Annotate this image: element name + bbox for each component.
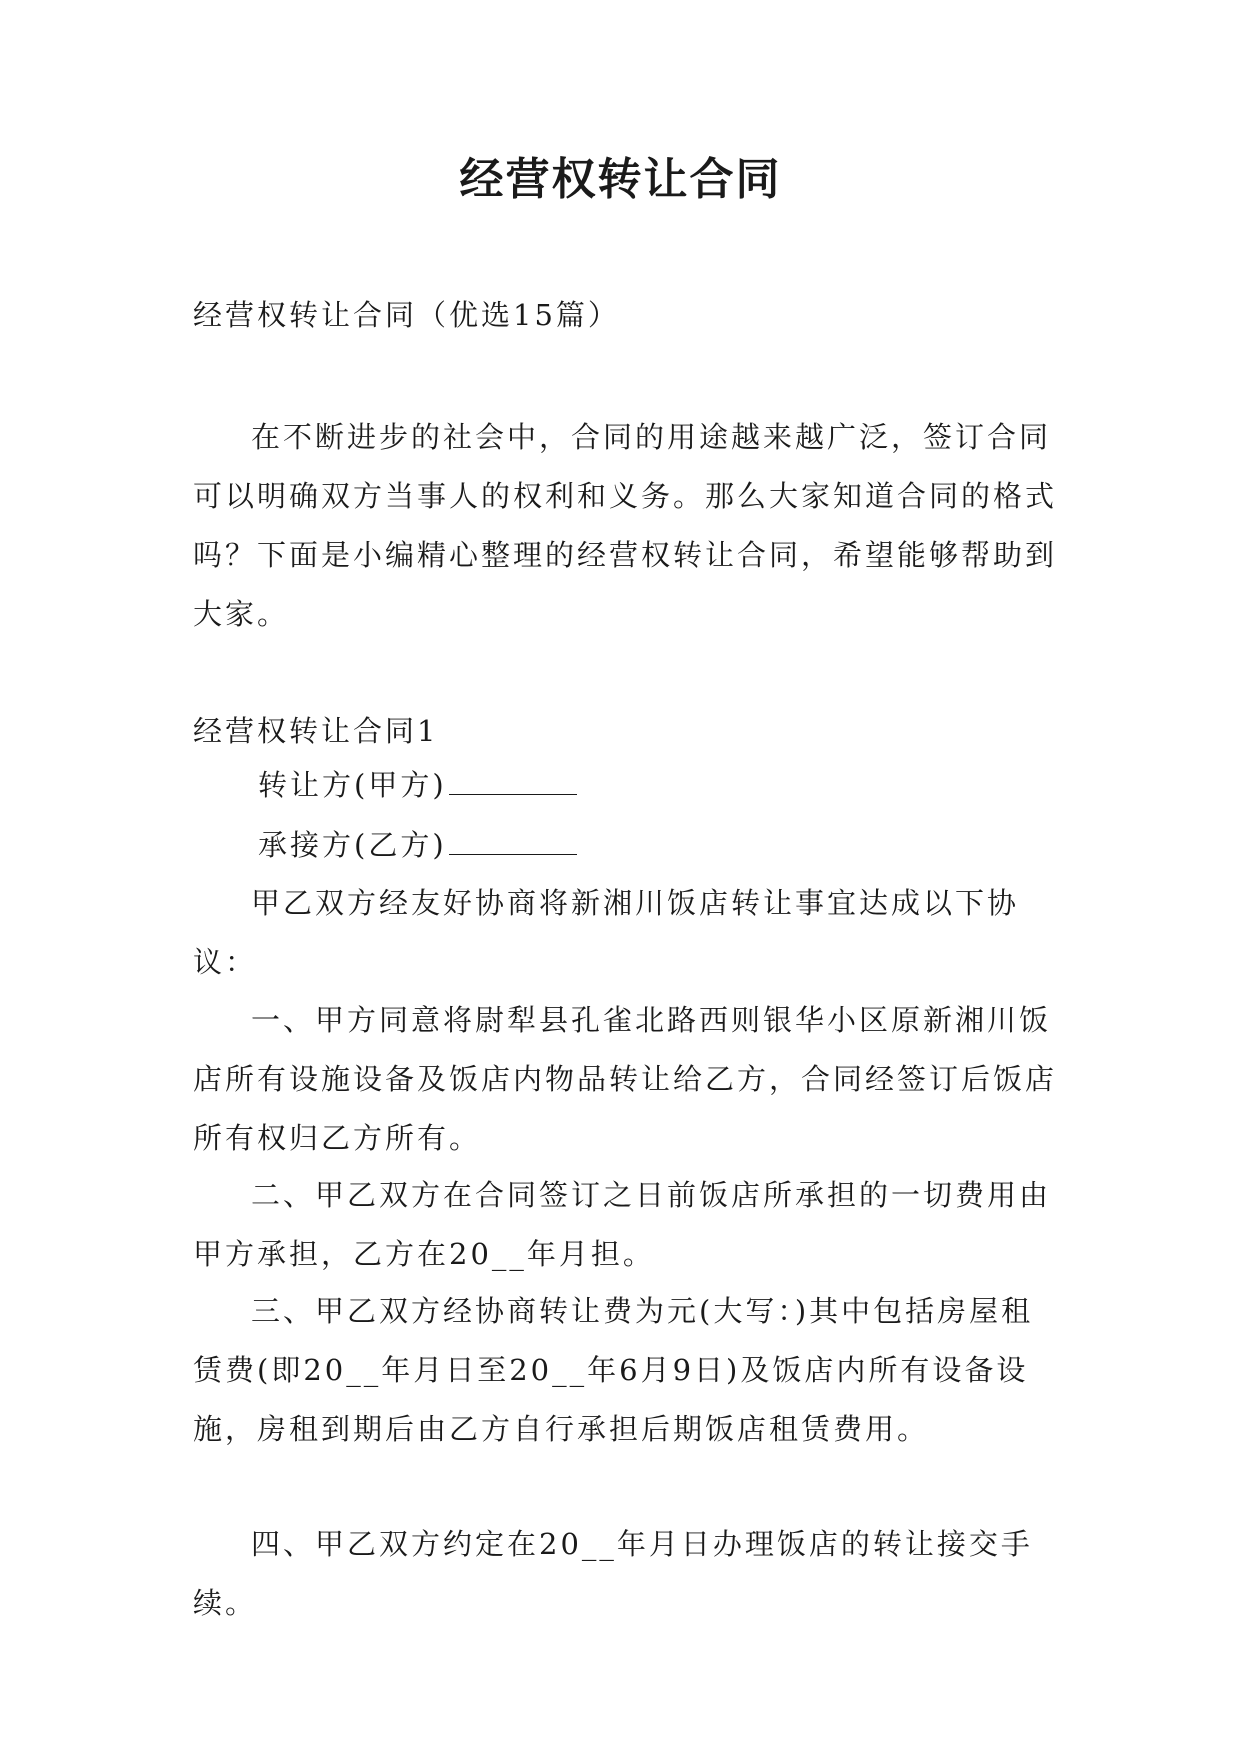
intro-paragraph: 在不断进步的社会中，合同的用途越来越广泛，签订合同可以明确双方当事人的权利和义务。那么大家知道合同的格式吗？下面是小编精心整理的经营权转让合同，希望能够帮助到大家。 <box>193 420 1058 631</box>
party-a-line <box>193 762 1128 808</box>
section-title: 经营权转让合同1 <box>193 714 439 748</box>
paragraph-agreement-intro: 甲乙双方经友好协商将新湘川饭店转让事宜达成以下协议： <box>193 886 1020 979</box>
document-subtitle: 经营权转让合同（优选15篇） <box>193 298 620 332</box>
party-b-line <box>193 822 1128 868</box>
paragraph-clause-3: 三、甲乙双方经协商转让费为元(大写：)其中包括房屋租赁费(即20__年月日至20__年6月9日)及饭店内所有设备设施，房租到期后由乙方自行承担后期饭店租赁费用。 <box>193 1294 1034 1446</box>
party-b-blank <box>449 828 577 855</box>
paragraph-clause-2: 二、甲乙双方在合同签订之日前饭店所承担的一切费用由甲方承担，乙方在20__年月担。 <box>193 1178 1052 1271</box>
paragraph-clause-4: 四、甲乙双方约定在20__年月日办理饭店的转让接交手续。 <box>193 1527 1033 1620</box>
party-a-label: 转让方(甲方) <box>258 768 447 802</box>
paragraph-clause-1: 一、甲方同意将尉犁县孔雀北路西则银华小区原新湘川饭店所有设施设备及饭店内物品转让给乙方，合同经签订后饭店所有权归乙方所有。 <box>193 1003 1058 1155</box>
party-b-label: 承接方(乙方) <box>258 828 447 862</box>
document-title: 经营权转让合同 <box>459 154 782 205</box>
party-a-blank <box>449 768 577 795</box>
